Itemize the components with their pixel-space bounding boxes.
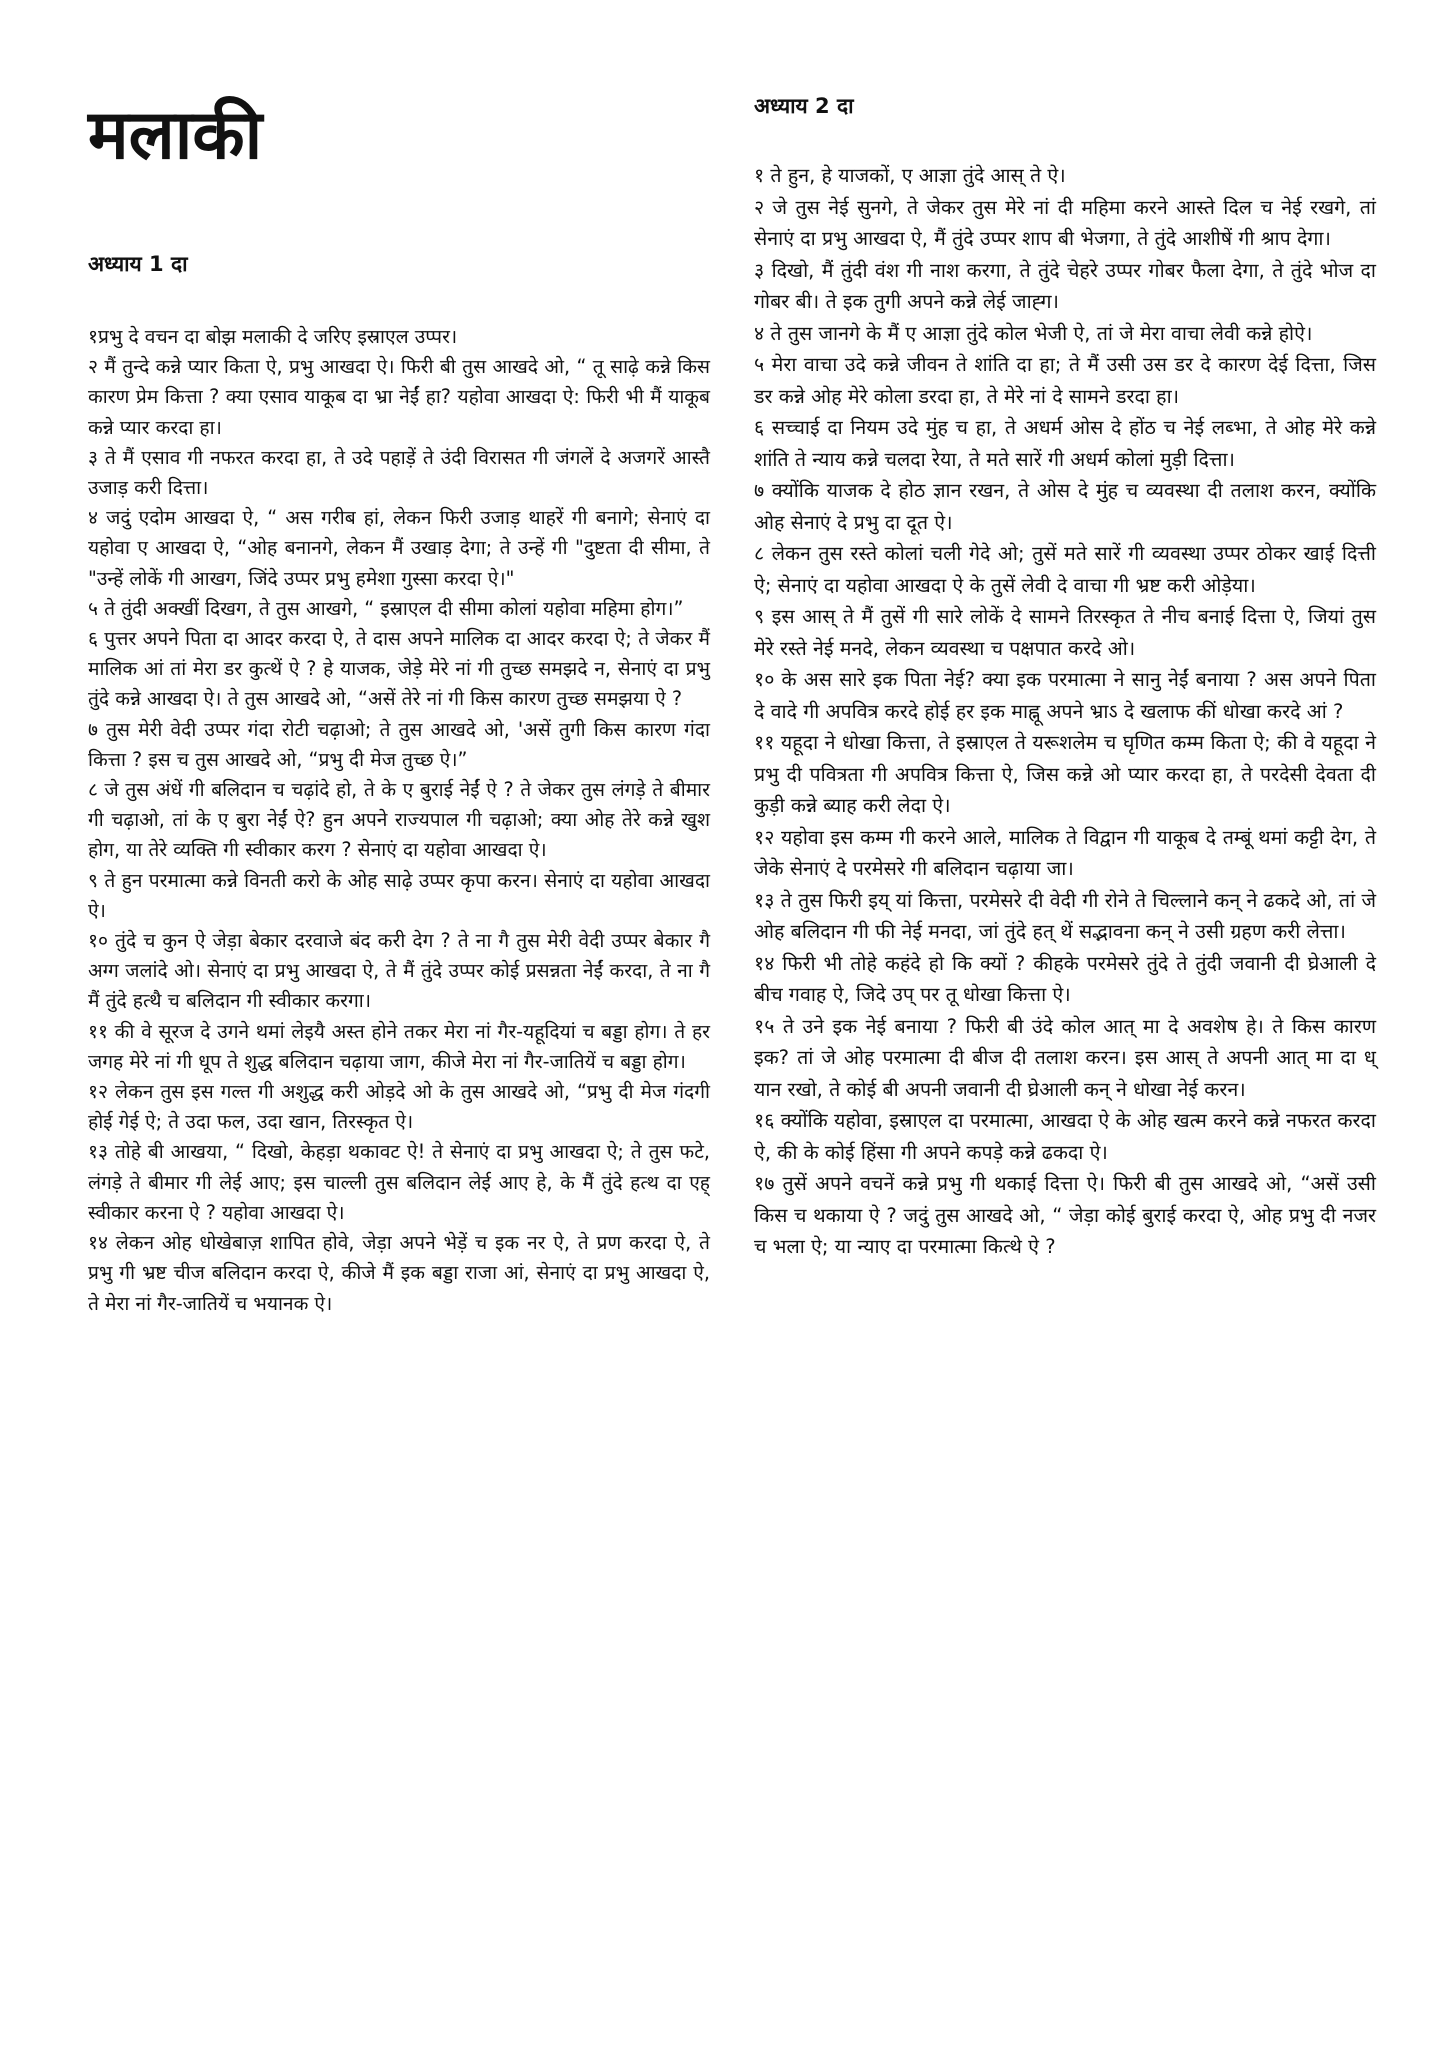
verse: ४ जदुं एदोम आखदा ऐ, “ अस गरीब हां, लेकन फिरी उजाड़ थाहरें गी बनागे; सेनाएं दा यहोवा ए आखदा ऐ, “ओह बनानगे, लेकन मैं उखाड़ देगा; ते उन्हें गी "दुष्टता दी सीमा, ते "उन्हें लोकें गी आखग, जिंदे उप्पर प्रभु हमेशा गुस्सा करदा ऐ।" (88, 506, 710, 590)
verse: ८ लेकन तुस रस्ते कोलां चली गेदे ओ; तुसें मते सारें गी व्यवस्था उप्पर ठोकर खाई दित्ती ऐ; सेनाएं दा यहोवा आखदा ऐ के तुसें लेवी दे वाचा गी भ्रष्ट करी ओड़ेया। (754, 542, 1376, 597)
verse: १प्रभु दे वचन दा बोझ मलाकी दे जरिए इस्राएल उप्पर। (88, 325, 458, 348)
verse: ७ तुस मेरी वेदी उप्पर गंदा रोटी चढ़ाओ; ते तुस आखदे ओ, 'असें तुगी किस कारण गंदा कित्ता ? इस च तुस आखदे ओ, “प्रभु दी मेज तुच्छ ऐ।” (88, 717, 710, 771)
verse: ११ यहूदा ने धोखा कित्ता, ते इस्राएल ते यरूशलेम च घृणित कम्म किता ऐ; की वे यहूदा ने प्रभु दी पवित्रता गी अपवित्र कित्ता ऐ, जिस कन्ने ओ प्यार करदा हा, ते परदेसी देवता दी कुड़ी कन्ने ब्याह करी लेदा ऐ। (754, 731, 1376, 817)
verse: १३ तोहे बी आखया, “ दिखो, केहड़ा थकावट ऐ! ते सेनाएं दा प्रभु आखदा ऐ; ते तुस फटे, लंगड़े ते बीमार गी लेई आए; इस चाल्ली तुस बलिदान लेई आए हे, के मैं तुंदे हत्थ दा एह् स्वीकार करना ऐ ? यहोवा आखदा ऐ। (88, 1140, 710, 1224)
verse: ४ ते तुस जानगे के मैं ए आज्ञा तुंदे कोल भेजी ऐ, तां जे मेरा वाचा लेवी कन्ने होऐ। (754, 321, 1313, 345)
verse: १४ फिरी भी तोहे कहंदे हो कि क्यों ? कीहके परमेसरे तुंदे ते तुंदी जवानी दी घ्रेआली दे बीच गवाह ऐ, जिदे उप् पर तू धोखा कित्ता ऐ। (754, 951, 1376, 1006)
verse: १२ लेकन तुस इस गल्त गी अशुद्ध करी ओड़दे ओ के तुस आखदे ओ, “प्रभु दी मेज गंदगी होई गेई ऐ; ते उदा फल, उदा खान, तिरस्कृत ऐ। (88, 1080, 710, 1134)
chapter-2-heading: अध्याय 2 दा (754, 94, 854, 118)
verse: १३ ते तुस फिरी इय् यां कित्ता, परमेसरे दी वेदी गी रोने ते चिल्लाने कन् ने ढकदे ओ, तां जे ओह बलिदान गी फी नेई मनदा, जां तुंदे हत् थें सद्भावना कन् ने उसी ग्रहण करी लेत्ता। (754, 888, 1376, 943)
chapter-1-heading: अध्याय 1 दा (88, 252, 188, 276)
verse: ८ जे तुस अंधें गी बलिदान च चढ़ांदे हो, ते के ए बुराई नेईं ऐ ? ते जेकर तुस लंगड़े ते बीमार गी चढ़ाओ, तां के ए बुरा नेईं ऐ? हुन अपने राज्यपाल गी चढ़ाओ; क्या ओह तेरे कन्ने खुश होग, या तेरे व्यक्ति गी स्वीकार करग ? सेनाएं दा यहोवा आखदा ऐ। (88, 778, 710, 862)
verse: ५ ते तुंदी अक्खीं दिखग, ते तुस आखगे, “ इस्राएल दी सीमा कोलां यहोवा महिमा होग।” (88, 596, 684, 620)
verse: १० तुंदे च कुन ऐ जेड़ा बेकार दरवाजे बंद करी देग ? ते ना गै तुस मेरी वेदी उप्पर बेकार गै अग्ग जलांदे ओ। सेनाएं दा प्रभु आखदा ऐ, ते मैं तुंदे उप्पर कोई प्रसन्नता नेईं करदा, ते ना गै मैं तुंदे हत्थै च बलिदान गी स्वीकार करगा। (88, 929, 710, 1013)
verse: १० के अस सारे इक पिता नेई? क्या इक परमात्मा ने सानु नेईं बनाया ? अस अपने पिता दे वादे गी अपवित्र करदे होई हर इक माह्नू अपने भ्राऽ दे खलाफ कीं धोखा करदे आं ? (754, 668, 1376, 723)
verse: १ ते हुन, हे याजकों, ए आज्ञा तुंदे आस् ते ऐ। (754, 164, 1066, 187)
verse: ११ की वे सूरज दे उगने थमां लेइयै अस्त होने तकर मेरा नां गैर-यहूदियां च बड्डा होग। ते हर जगह मेरे नां गी धूप ते शुद्ध बलिदान चढ़ाया जाग, कीजे मेरा नां गैर-जातियें च बड्डा होग। (88, 1019, 710, 1073)
verse: १५ ते उने इक नेई बनाया ? फिरी बी उंदे कोल आत् मा दे अवशेष हे। ते किस कारण इक? तां जे ओह परमात्मा दी बीज दी तलाश करन। इस आस् ते अपनी आत् मा दा ध् यान रखो, ते कोई बी अपनी जवानी दी घ्रेआली कन् ने धोखा नेई करन। (754, 1014, 1376, 1101)
verse: २ मैं तुन्दे कन्ने प्यार किता ऐ, प्रभु आखदा ऐ। फिरी बी तुस आखदे ओ, “ तू साढ़े कन्ने किस कारण प्रेम कित्ता ? क्या एसाव याकूब दा भ्रा नेईं हा? यहोवा आखदा ऐ: फिरी भी मैं याकूब कन्ने प्यार करदा हा। (88, 355, 710, 439)
chapter-1-verses (88, 322, 710, 1319)
verse: १४ लेकन ओह धोखेबाज़ शापित होवे, जेड़ा अपने भेड़ें च इक नर ऐ, ते प्रण करदा ऐ, ते प्रभु गी भ्रष्ट चीज बलिदान करदा ऐ, कीजे मैं इक बड्डा राजा आं, सेनाएं दा प्रभु आखदा ऐ, ते मेरा नां गैर-जातियें च भयानक ऐ। (88, 1231, 710, 1315)
verse: ७ क्योंकि याजक दे होठ ज्ञान रखन, ते ओस दे मुंह च व्यवस्था दी तलाश करन, क्योंकि ओह सेनाएं दे प्रभु दा दूत ऐ। (754, 479, 1376, 534)
verse: ९ ते हुन परमात्मा कन्ने विनती करो के ओह साढ़े उप्पर कृपा करन। सेनाएं दा यहोवा आखदा ऐ। (88, 868, 710, 922)
verse: १६ क्योंकि यहोवा, इस्राएल दा परमात्मा, आखदा ऐ के ओह खत्म करने कन्ने नफरत करदा ऐ, की के कोई हिंसा गी अपने कपड़े कन्ने ढकदा ऐ। (754, 1109, 1376, 1164)
verse: ३ ते मैं एसाव गी नफरत करदा हा, ते उदे पहाड़ें ते उंदी विरासत गी जंगलें दे अजगरें आस्तै उजाड़ करी दित्ता। (88, 445, 710, 500)
verse: १२ यहोवा इस कम्म गी करने आले, मालिक ते विद्वान गी याकूब दे तम्बूं थमां कट्टी देग, ते जेके सेनाएं दे परमेसरे गी बलिदान चढ़ाया जा। (754, 825, 1376, 880)
verse: ६ सच्चाई दा नियम उदे मुंह च हा, ते अधर्म ओस दे होंठ च नेई लब्भा, ते ओह मेरे कन्ने शांति ते न्याय कन्ने चलदा रेया, ते मते सारें गी अधर्म कोलां मुड़ी दित्ता। (754, 416, 1376, 471)
verse: २ जे तुस नेई सुनगे, ते जेकर तुस मेरे नां दी महिमा करने आस्ते दिल च नेई रखगे, तां सेनाएं दा प्रभु आखदा ऐ, मैं तुंदे उप्पर शाप बी भेजगा, ते तुंदे आशीषें गी श्राप देगा। (754, 195, 1376, 250)
verse: ९ इस आस् ते मैं तुसें गी सारे लोकें दे सामने तिरस्कृत ते नीच बनाई दित्ता ऐ, जियां तुस मेरे रस्ते नेई मनदे, लेकन व्यवस्था च पक्षपात करदे ओ। (754, 605, 1376, 660)
book-title: मलाकी (88, 96, 263, 175)
verse: ५ मेरा वाचा उदे कन्ने जीवन ते शांति दा हा; ते मैं उसी उस डर दे कारण देई दित्ता, जिस डर कन्ने ओह मेरे कोला डरदा हा, ते मेरे नां दे सामने डरदा हा। (754, 353, 1376, 408)
verse: १७ तुसें अपने वचनें कन्ने प्रभु गी थकाई दित्ता ऐ। फिरी बी तुस आखदे ओ, “असें उसी किस च थकाया ऐ ? जदुं तुस आखदे ओ, “ जेड़ा कोई बुराई करदा ऐ, ओह प्रभु दी नजर च भला ऐ; या न्याए दा परमात्मा कित्थे ऐ ? (754, 1172, 1376, 1258)
chapter-2-verses (754, 160, 1376, 1263)
verse: ६ पुत्तर अपने पिता दा आदर करदा ऐ, ते दास अपने मालिक दा आदर करदा ऐ; ते जेकर मैं मालिक आं तां मेरा डर कुत्थें ऐ ? हे याजक, जेड़े मेरे नां गी तुच्छ समझदे न, सेनाएं दा प्रभु तुंदे कन्ने आखदा ऐ। ते तुस आखदे ओ, “असें तेरे नां गी किस कारण तुच्छ समझया ऐ ? (88, 627, 710, 711)
verse: ३ दिखो, मैं तुंदी वंश गी नाश करगा, ते तुंदे चेहरे उप्पर गोबर फैला देगा, ते तुंदे भोज दा गोबर बी। ते इक तुगी अपने कन्ने लेई जाह्ग। (754, 258, 1376, 313)
